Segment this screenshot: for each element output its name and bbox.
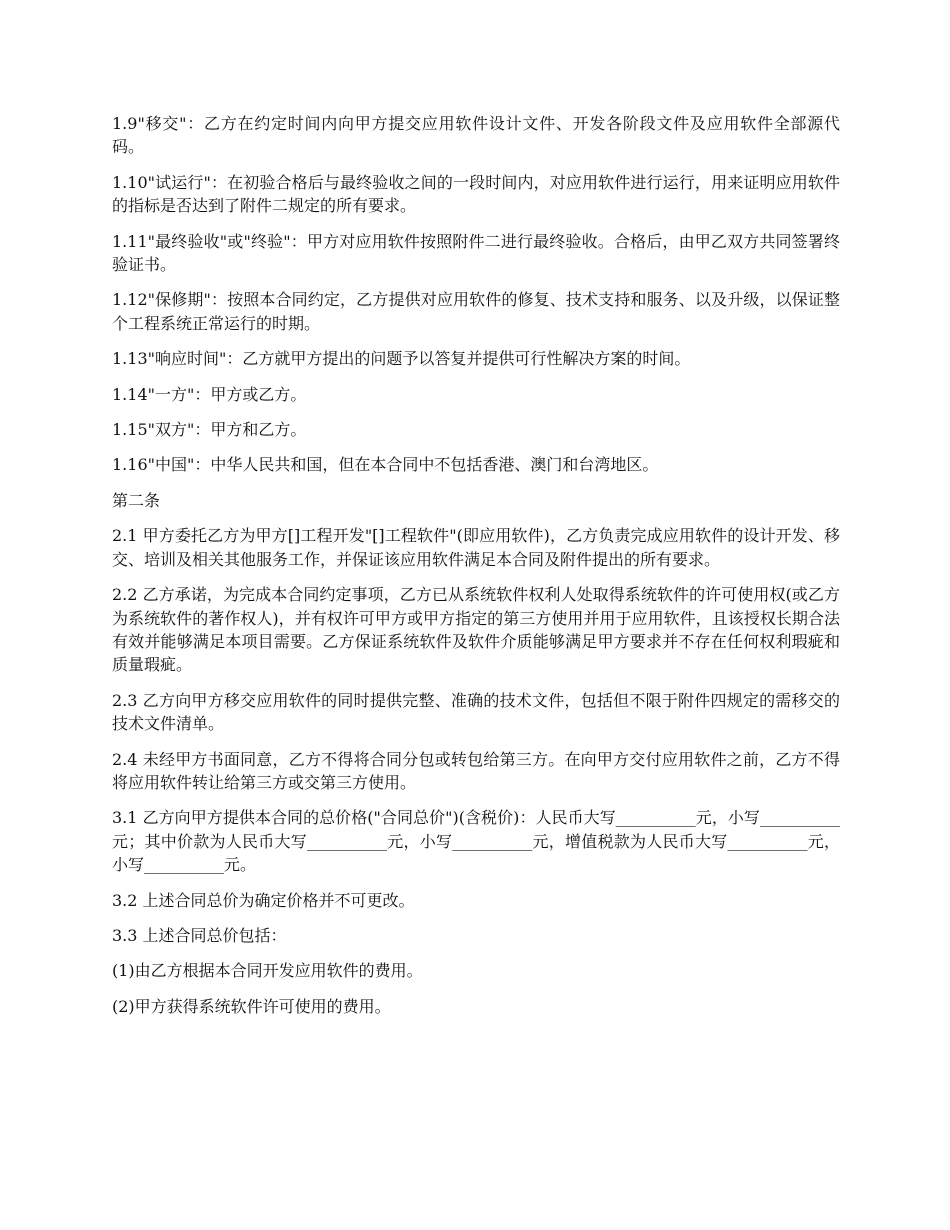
clause-2-4: 2.4 未经甲方书面同意，乙方不得将合同分包或转包给第三方。在向甲方交付应用软件之前，乙方不得将应用软件转让给第三方或交第三方使用。 xyxy=(112,749,840,792)
clause-3-3-item-2: (2)甲方获得系统软件许可使用的费用。 xyxy=(112,996,391,1016)
clause-1-9: 1.9"移交"：乙方在约定时间内向甲方提交应用软件设计文件、开发各阶段文件及应用软件全部源代码。 xyxy=(112,114,840,157)
clause-3-2: 3.2 上述合同总价为确定价格并不可更改。 xyxy=(112,890,415,910)
clause-2-2: 2.2 乙方承诺，为完成本合同约定事项，乙方已从系统软件权利人处取得系统软件的许可使用权(或乙方为系统软件的著作权人)，并有权许可甲方或甲方指定的第三方使用并用于应用软件，且该授权长期合法有效并能够满足本项目需要。乙方保证系统软件及软件介质能够满足甲方要求并不存在任何权利瑕疵和质量瑕疵。 xyxy=(112,585,840,675)
clause-1-14: 1.14"一方"：甲方或乙方。 xyxy=(112,384,307,404)
clause-3-3: 3.3 上述合同总价包括： xyxy=(112,925,287,945)
clause-1-12: 1.12"保修期"：按照本合同约定，乙方提供对应用软件的修复、技术支持和服务、以及升级，以保证整个工程系统正常运行的时期。 xyxy=(112,290,840,333)
clause-1-13: 1.13"响应时间"：乙方就甲方提出的问题予以答复并提供可行性解决方案的时间。 xyxy=(112,349,691,369)
clause-3-1: 3.1 乙方向甲方提供本合同的总价格("合同总价")(含税价)：人民币大写__________元，小写__________元；其中价款为人民币大写__________元，小写__________元，增值税款为人民币大写__________元，小写__________元。 xyxy=(112,808,840,875)
clause-2-1: 2.1 甲方委托乙方为甲方[]工程开发"[]工程软件"(即应用软件)，乙方负责完成应用软件的设计开发、移交、培训及相关其他服务工作，并保证该应用软件满足本合同及附件提出的所有要求。 xyxy=(112,526,840,569)
document-page xyxy=(112,112,840,1030)
article-heading-2: 第二条 xyxy=(112,490,161,510)
clause-2-3: 2.3 乙方向甲方移交应用软件的同时提供完整、准确的技术文件，包括但不限于附件四规定的需移交的技术文件清单。 xyxy=(112,690,840,734)
clause-1-15: 1.15"双方"：甲方和乙方。 xyxy=(112,420,307,440)
clause-1-16: 1.16"中国"：中华人民共和国，但在本合同中不包括香港、澳门和台湾地区。 xyxy=(112,455,659,475)
clause-3-3-item-1: (1)由乙方根据本合同开发应用软件的费用。 xyxy=(112,961,423,981)
clause-1-11: 1.11"最终验收"或"终验"：甲方对应用软件按照附件二进行最终验收。合格后，由甲乙双方共同签署终验证书。 xyxy=(112,231,840,275)
clause-1-10: 1.10"试运行"：在初验合格后与最终验收之间的一段时间内，对应用软件进行运行，用来证明应用软件的指标是否达到了附件二规定的所有要求。 xyxy=(112,172,840,216)
